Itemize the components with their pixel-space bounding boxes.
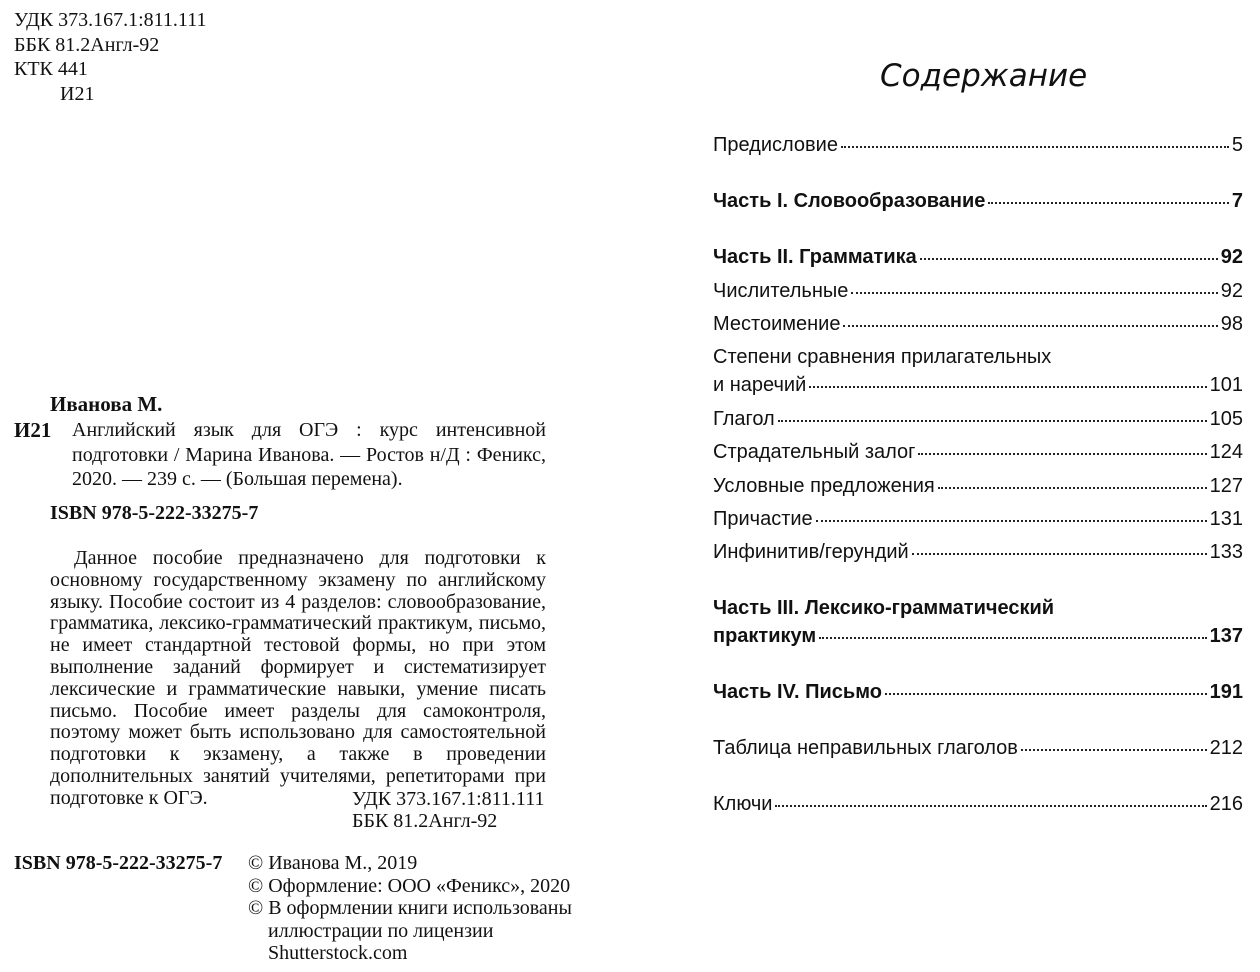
toc-entry-page: 131 <box>1209 508 1243 530</box>
toc-leader-dots <box>851 291 1217 294</box>
toc-entry-label-line1: Степени сравнения прилагательных <box>713 346 1052 368</box>
toc-entry-page: 216 <box>1209 793 1243 815</box>
toc-entry-label: Причастие <box>713 508 813 530</box>
isbn: ISBN 978-5-222-33275-7 <box>50 502 259 524</box>
toc-entry <box>713 541 1243 564</box>
toc-entry-label: Инфинитив/герундий <box>713 541 909 563</box>
toc-title: Содержание <box>880 58 1088 94</box>
copyright-author: © Иванова М., 2019 <box>248 852 418 874</box>
toc-entry-page: 92 <box>1220 246 1243 268</box>
toc-entry <box>713 737 1243 760</box>
toc-entry-page: 98 <box>1220 313 1243 335</box>
toc-leader-dots <box>918 452 1206 455</box>
toc-entry <box>713 625 1243 648</box>
toc-entry-label: Числительные <box>713 280 849 302</box>
toc-entry-page: 101 <box>1209 374 1243 396</box>
toc-entry <box>713 793 1243 816</box>
copyright-license-cont: иллюстрации по лицензии <box>268 919 494 942</box>
isbn-bottom: ISBN 978-5-222-33275-7 <box>14 852 223 874</box>
copyright-license-source: Shutterstock.com <box>268 942 408 964</box>
toc-entry-page: 137 <box>1209 625 1243 647</box>
toc-entry <box>713 475 1243 498</box>
catalog-code: И21 <box>14 418 52 442</box>
toc-entry-label: Условные предложения <box>713 475 935 497</box>
toc-leader-dots <box>841 145 1229 148</box>
toc-entry-page: 5 <box>1231 134 1243 156</box>
classification-codes-bottom <box>352 788 544 832</box>
toc-entry-page: 92 <box>1220 280 1243 302</box>
toc-leader-dots <box>816 519 1207 522</box>
toc-leader-dots <box>938 486 1207 489</box>
toc-entry-label: Часть II. Грамматика <box>713 246 917 268</box>
toc-entry-page: 7 <box>1231 190 1243 212</box>
toc-leader-dots <box>778 419 1207 422</box>
toc-entry-page: 105 <box>1209 408 1243 430</box>
toc-leader-dots <box>775 804 1206 807</box>
toc-entry <box>713 246 1243 269</box>
annotation-paragraph: Данное пособие предназначено для подготовки к основному государственному экзамену по английскому языку. Пособие состоит из 4 разделов: словообразование, грамматика, лексико-грамматический практикум, письмо, не имеет стандартной тестовой формы, но при этом выполнение заданий формирует и систематизирует лексические и грамматические навыки, умение писать письмо. Пособие имеет разделы для самоконтроля, поэтому может быть использовано для самостоятельной подготовки к экзамену, а также в проведении дополнительных занятий учителями, репетиторами при подготовке к ОГЭ. <box>50 547 546 809</box>
toc-entry-label: и наречий <box>713 374 807 396</box>
author-heading: Иванова М. <box>50 392 163 416</box>
copyright-license: © В оформлении книги использованы <box>248 897 572 919</box>
toc-entry-label: Ключи <box>713 793 773 815</box>
toc-leader-dots <box>1021 748 1207 751</box>
toc-entry <box>713 408 1243 431</box>
udk-code: УДК 373.167.1:811.111 <box>14 9 207 31</box>
toc-entry <box>713 508 1243 531</box>
toc-entry-label: Часть I. Словообразование <box>713 190 986 212</box>
toc-entry <box>713 190 1243 213</box>
bbk-code-bottom: ББК 81.2Англ-92 <box>352 810 498 832</box>
toc-entry-label: Таблица неправильных глаголов <box>713 737 1018 759</box>
toc-entry <box>713 134 1243 157</box>
toc-entry-page: 133 <box>1209 541 1243 563</box>
bibliographic-record <box>14 418 546 492</box>
toc-leader-dots <box>843 324 1217 327</box>
bbk-code: ББК 81.2Англ-92 <box>14 33 160 56</box>
toc-leader-dots <box>920 257 1218 260</box>
toc-entry-page: 191 <box>1209 681 1243 703</box>
classification-codes <box>14 8 206 106</box>
toc-entry-page: 212 <box>1209 737 1243 759</box>
toc-entry <box>713 374 1243 397</box>
toc-leader-dots <box>988 201 1228 204</box>
toc-leader-dots <box>809 385 1206 388</box>
toc-entry <box>713 681 1243 704</box>
udk-code-bottom: УДК 373.167.1:811.111 <box>352 788 545 810</box>
toc-entry-page: 124 <box>1209 441 1243 463</box>
toc-leader-dots <box>819 636 1206 639</box>
toc-entry-label: Предисловие <box>713 134 838 156</box>
toc-entry-page: 127 <box>1209 475 1243 497</box>
bibliographic-text: Английский язык для ОГЭ : курс интенсивной подготовки / Марина Иванова. — Ростов н/Д : Феникс, 2020. — 239 с. — (Большая перемена). <box>72 419 546 490</box>
toc-entry-label: Страдательный залог <box>713 441 916 463</box>
copyright-design: © Оформление: ООО «Феникс», 2020 <box>248 874 571 897</box>
author-mark: И21 <box>60 82 95 105</box>
copyright-block <box>248 852 572 965</box>
ktk-code: КТК 441 <box>14 58 88 80</box>
toc-entry-label: Местоимение <box>713 313 841 335</box>
toc-leader-dots <box>912 552 1207 555</box>
toc-entry-label: Часть IV. Письмо <box>713 681 882 703</box>
toc-entry-label-line1: Часть III. Лексико-грамматический <box>713 597 1055 619</box>
toc-entry-label: Глагол <box>713 408 775 430</box>
toc-entry <box>713 441 1243 464</box>
toc-entry-label: практикум <box>713 625 817 647</box>
toc-entry <box>713 313 1243 336</box>
toc-entry <box>713 280 1243 303</box>
toc-leader-dots <box>885 692 1207 695</box>
